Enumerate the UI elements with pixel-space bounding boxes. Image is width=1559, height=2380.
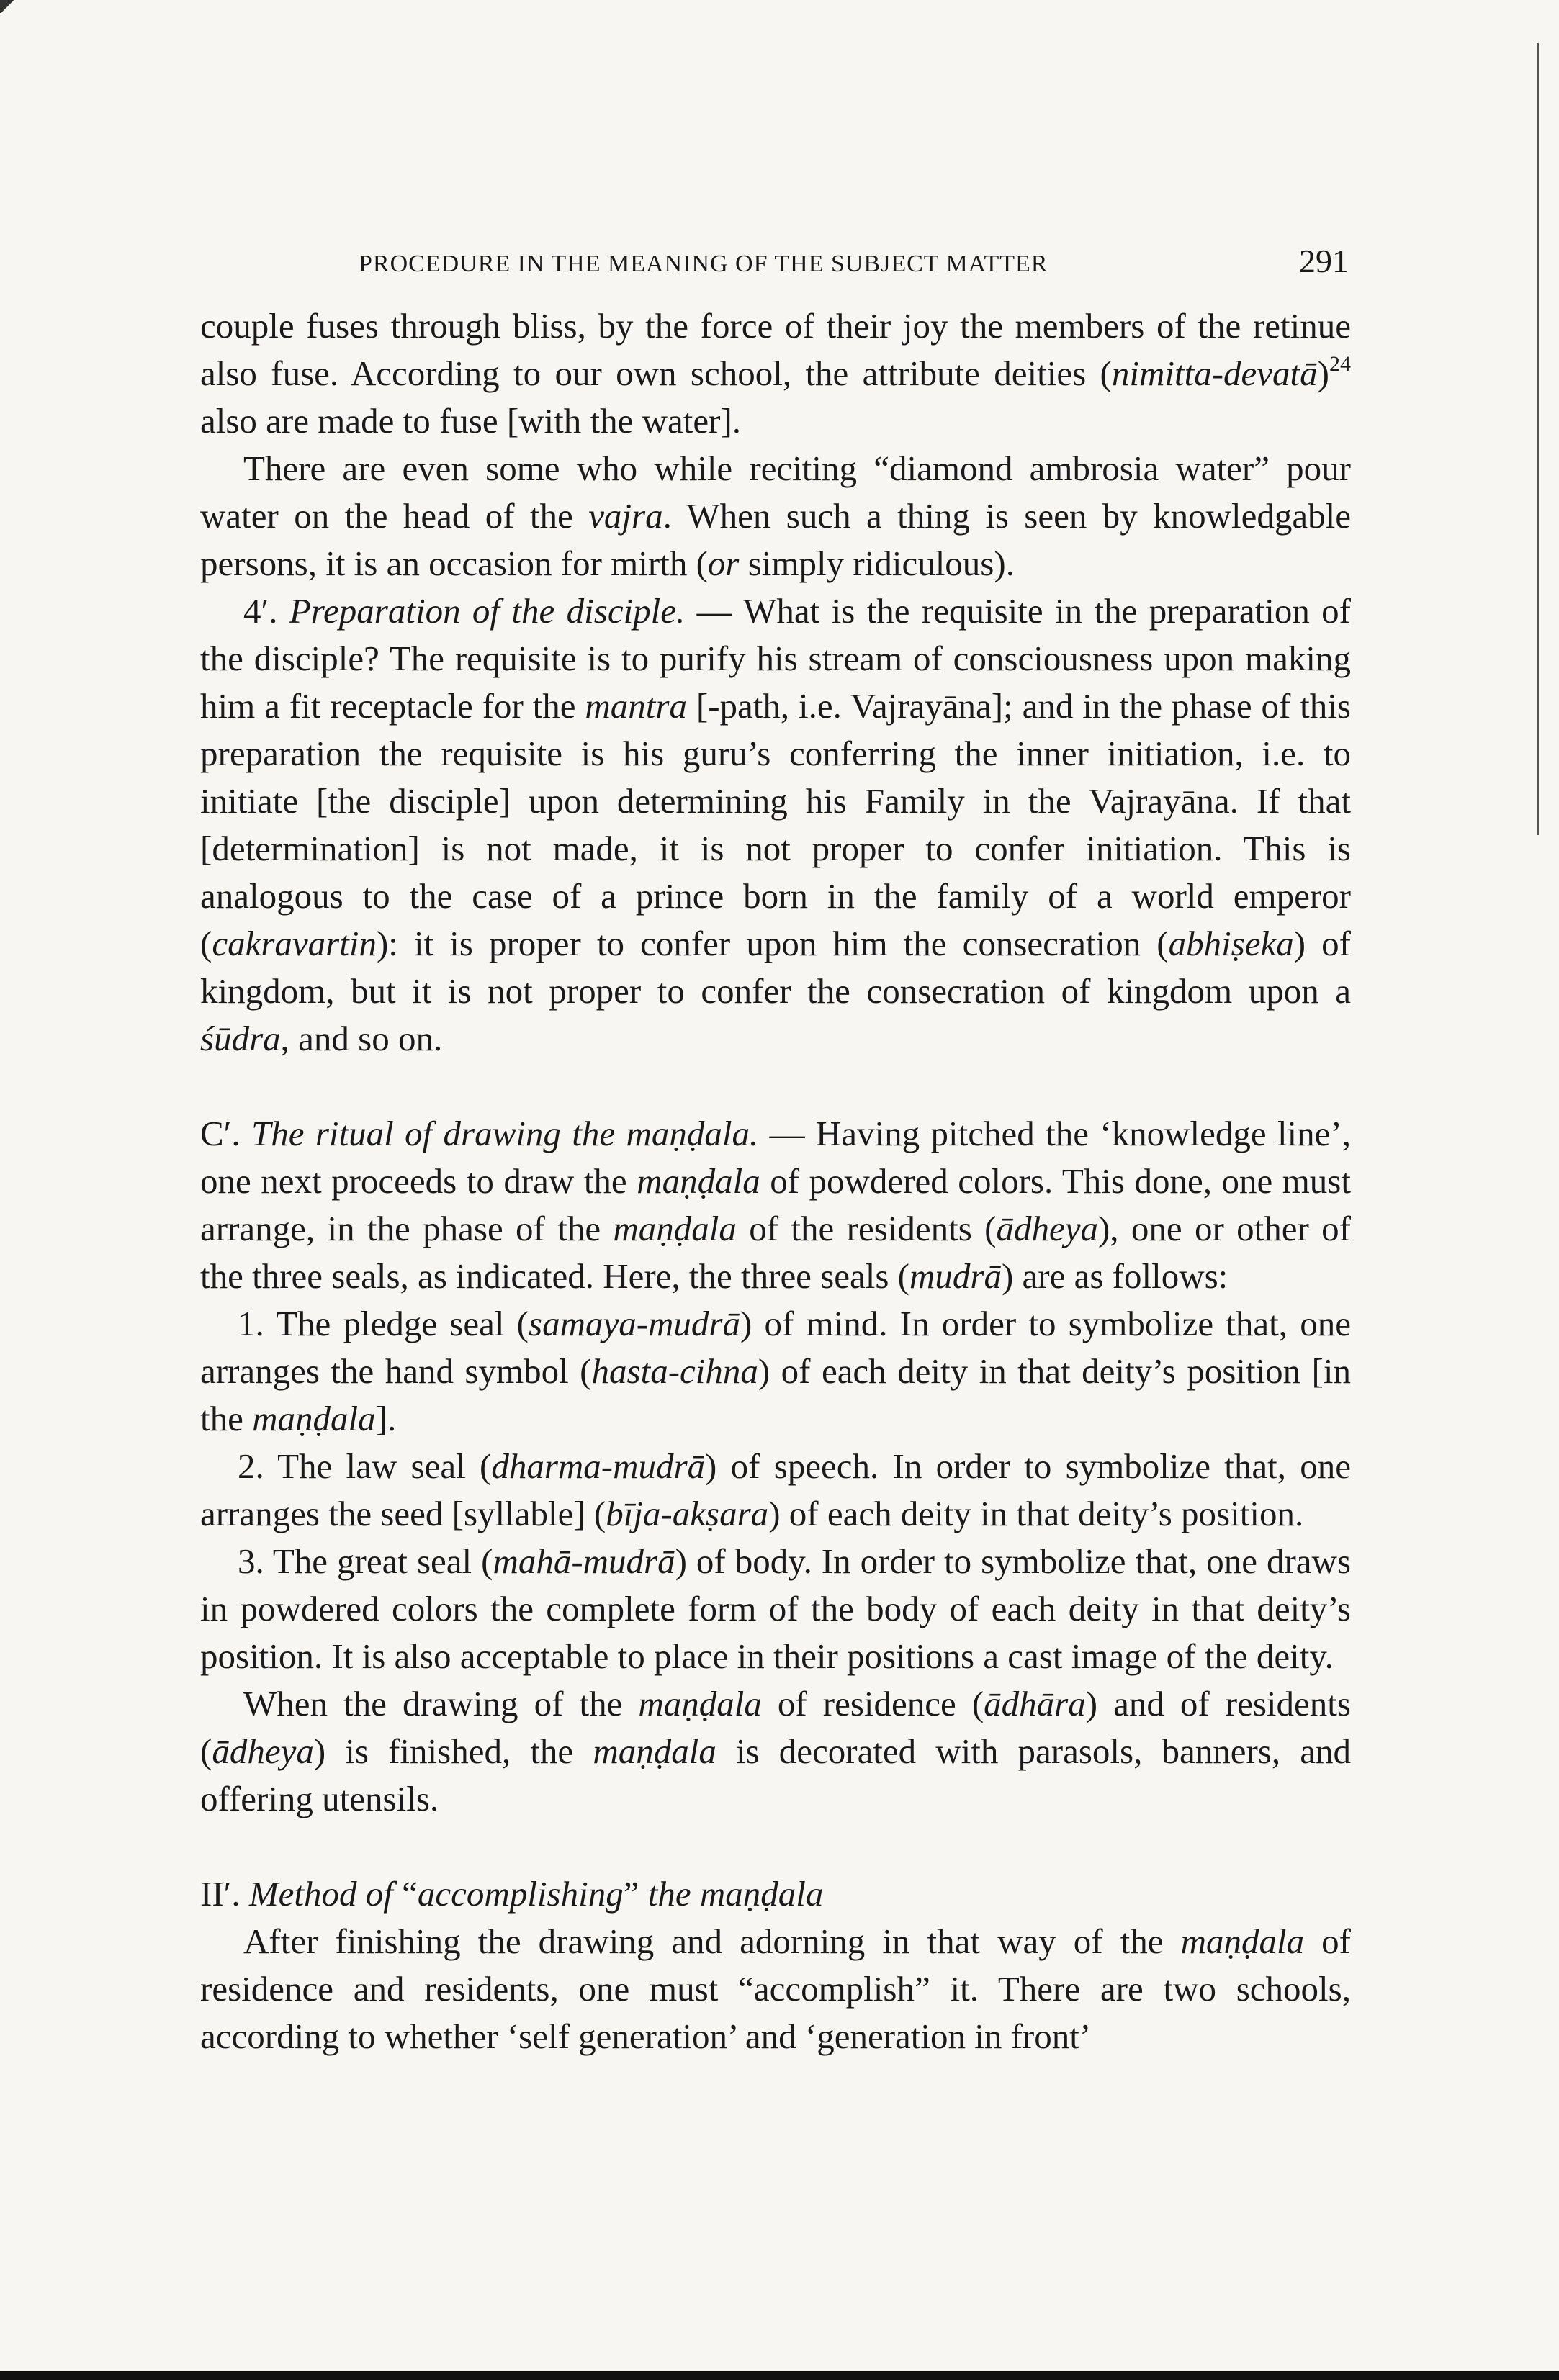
list-item-great-seal: 3. The great seal (mahā-mudrā) of body. In order to symbolize that, one draws in powdered colors the complete form of the body of each deity in that deity’s position. It is also acceptable to place in their positions a cast image of the deity. [200,1541,1351,1676]
scan-edge-line [1537,43,1539,835]
running-head: PROCEDURE IN THE MEANING OF THE SUBJECT MATTER [359,251,1048,277]
list-item-pledge-seal: 1. The pledge seal (samaya-mudrā) of mind. In order to symbolize that, one arranges the hand symbol (hasta-cihna) of each deity in that deity’s position [in the maṇḍala]. [200,1304,1352,1438]
page-number: 291 [1299,243,1349,279]
paragraph-accomplishing: After finishing the drawing and adorning in that way of the maṇḍala of residence and residents, one must “accomplish” it. There are two schools, according to whether ‘self generation’ and ‘generation in front’ [200,1921,1351,2056]
section-heading: II′. Method of “accomplishing” the maṇḍala [200,1874,824,1914]
scan-bottom-edge [0,2371,1559,2380]
page-header [359,243,1349,287]
paragraph-disciple: 4′. Preparation of the disciple. — What is the requisite in the preparation of the disciple? The requisite is to purify his stream of consciousness upon making him a fit receptacle for the mantra [-path, i.e. Vajrayāna]; and in the phase of this preparation the requisite is his guru’s conferring the inner initiation, i.e. to initiate [the disciple] upon determining his Family in the Vajrayāna. If that [determination] is not made, it is not proper to confer initiation. This is analogous to the case of a prince born in the family of a world emperor (cakravartin): it is proper to confer upon him the consecration (abhiṣeka) of kingdom, but it is not proper to confer the consecration of kingdom upon a śūdra, and so on. [200,591,1351,1058]
paragraph-continued: couple fuses through bliss, by the force of their joy the members of the retinue also fuse. According to our own school, the attribute deities (nimitta-devatā)$^{24}$ also are made to fuse [with the water]. [200,306,1351,441]
scan-corner-mark [0,0,22,13]
footnote-marker: 24 [1329,352,1351,376]
paragraph-decoration: When the drawing of the maṇḍala of residence (ādhāra) and of residents (ādheya) is finished, the maṇḍala is decorated with parasols, banners, and offering utensils. [200,1684,1351,1818]
page-body [200,302,1351,2060]
paragraph-ritual-drawing: C′. The ritual of drawing the maṇḍala. — Having pitched the ‘knowledge line’, one next proceeds to draw the maṇḍala of powdered colors. This done, one must arrange, in the phase of the maṇḍala of the residents (ādheya), one or other of the three seals, as indicated. Here, the three seals (mudrā) are as follows: [200,1114,1351,1296]
paragraph-mirth: There are even some who while reciting “diamond ambrosia water” pour water on the head of the vajra. When such a thing is seen by knowledgable persons, it is an occasion for mirth (or simply ridiculous). [200,448,1351,583]
list-item-law-seal: 2. The law seal (dharma-mudrā) of speech. In order to symbolize that, one arranges the seed [syllable] (bīja-akṣara) of each deity in that deity’s position. [200,1446,1351,1533]
